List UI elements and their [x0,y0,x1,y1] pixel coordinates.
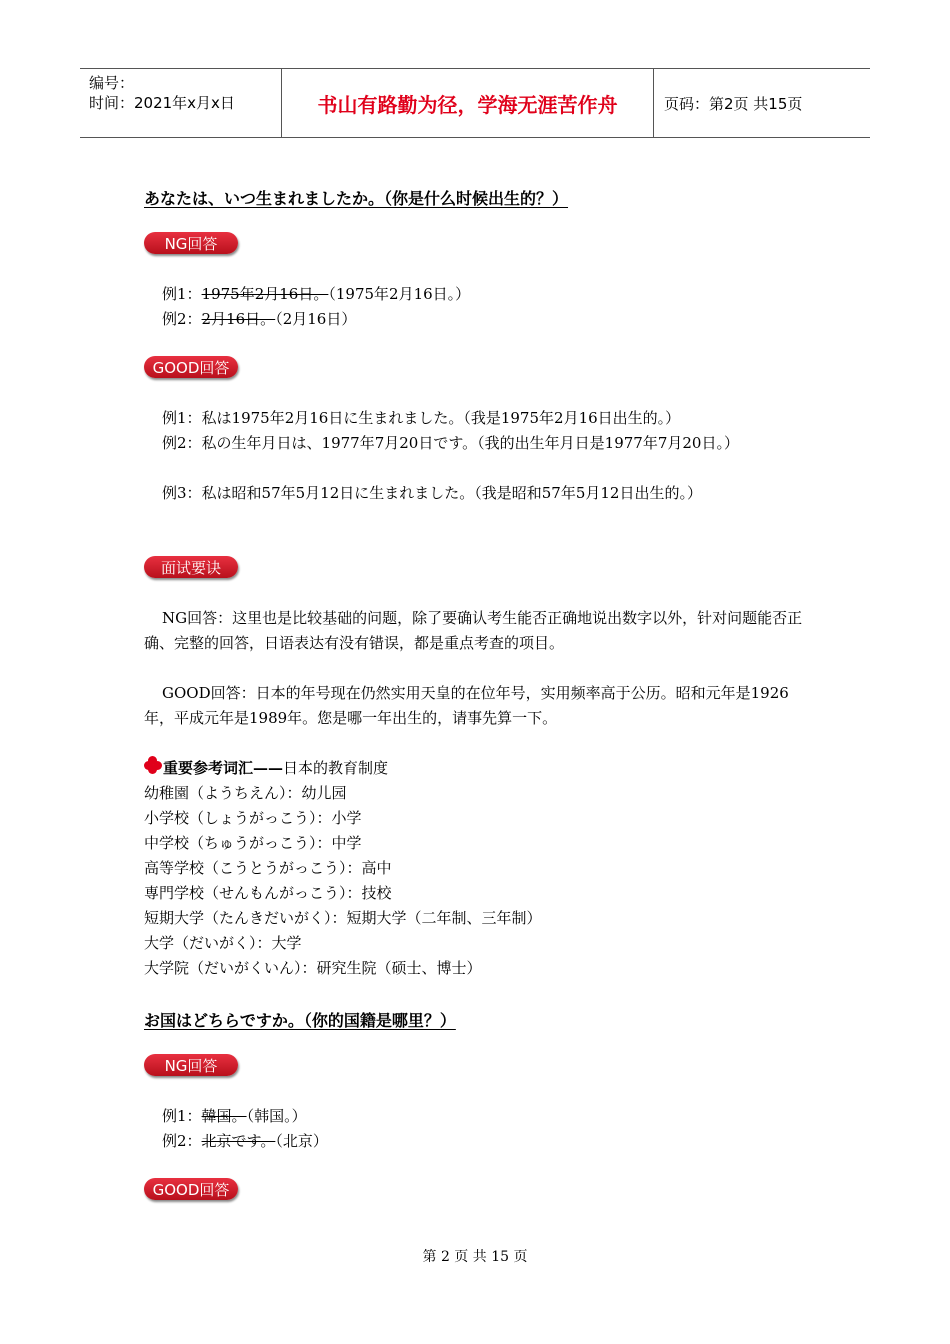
vocab-item: 専門学校（せんもんがっこう）：技校 [144,884,392,902]
vocab-title-rest: 日本的教育制度 [283,759,389,777]
vocab-item: 短期大学（たんきだいがく）：短期大学（二年制、三年制） [144,909,542,927]
vocab-item: 大学（だいがく）：大学 [144,934,302,952]
good-example-2: 例2：私の生年月日は、1977年7月20日です。（我的出生年月日是1977年7月20日。） [162,434,739,452]
vocab-item: 大学院（だいがくいん）：研究生院（硕士、博士） [144,959,482,977]
vocab-item: 幼稚園（ようちえん）：幼儿园 [144,784,347,802]
ng2-example-1 [162,1104,307,1129]
vocab-item: 高等学校（こうとうがっこう）：高中 [144,859,392,877]
number-label: 编号： [89,74,135,92]
vocab-item: 小学校（しょうがっこう）：小学 [144,809,362,827]
vocab-title-bold: 重要参考词汇—— [163,759,284,777]
example-note: （北京） [275,1132,328,1150]
header-page-info: 页码：第2页 共15页 [664,94,803,113]
example-note: （韩国。） [246,1107,307,1125]
page-header [80,68,870,138]
vocab-title [163,756,388,781]
vocab-list [144,781,542,981]
tip-ng: NG回答：这里也是比较基础的问题，除了要确认考生能否正确地说出数字以外，针对问题能否正确、完整的回答，日语表达有没有错误，都是重点考查的项目。 [144,609,803,652]
example-label: 例1： [162,1107,202,1125]
example-note: （2月16日） [275,310,357,328]
tips-badge: 面试要诀 [144,556,238,578]
struck-answer: 1975年2月16日。 [201,285,329,303]
ng-badge: NG回答 [144,232,238,254]
ng-example-1 [162,282,470,307]
example-label: 例2： [162,310,202,328]
example-label: 例2： [162,1132,202,1150]
good-badge-2: GOOD回答 [144,1178,238,1200]
ng2-example-2 [162,1129,328,1154]
ng-example-2 [162,307,356,332]
example-note: （1975年2月16日。） [328,285,471,303]
struck-answer: 2月16日。 [201,310,276,328]
page-footer: 第 2 页 共 15 页 [422,1249,528,1265]
vocab-item: 中学校（ちゅうがっこう）：中学 [144,834,362,852]
question-birthday: あなたは、いつ生まれましたか。（你是什么时候出生的？） [144,189,569,208]
good-badge: GOOD回答 [144,356,238,378]
tip-good: GOOD回答：日本的年号现在仍然实用天皇的在位年号，实用频率高于公历。昭和元年是1926年，平成元年是1989年。您是哪一年出生的，请事先算一下。 [144,684,789,727]
clover-icon [144,756,162,774]
header-meta-cell [80,69,282,137]
good-example-3: 例3：私は昭和57年5月12日に生まれました。（我是昭和57年5月12日出生的。） [162,484,702,502]
struck-answer: 韓国。 [201,1107,247,1125]
good-example-1: 例1：私は1975年2月16日に生まれました。（我是1975年2月16日出生的。） [162,409,681,427]
ng-badge-2: NG回答 [144,1054,238,1076]
question-nationality: お国はどちらですか。（你的国籍是哪里？） [144,1011,456,1030]
example-label: 例1： [162,285,202,303]
header-motto: 书山有路勤为径，学海无涯苦作舟 [282,69,654,137]
struck-answer: 北京です。 [201,1132,276,1150]
time-label: 时间：2021年x月x日 [89,94,235,112]
